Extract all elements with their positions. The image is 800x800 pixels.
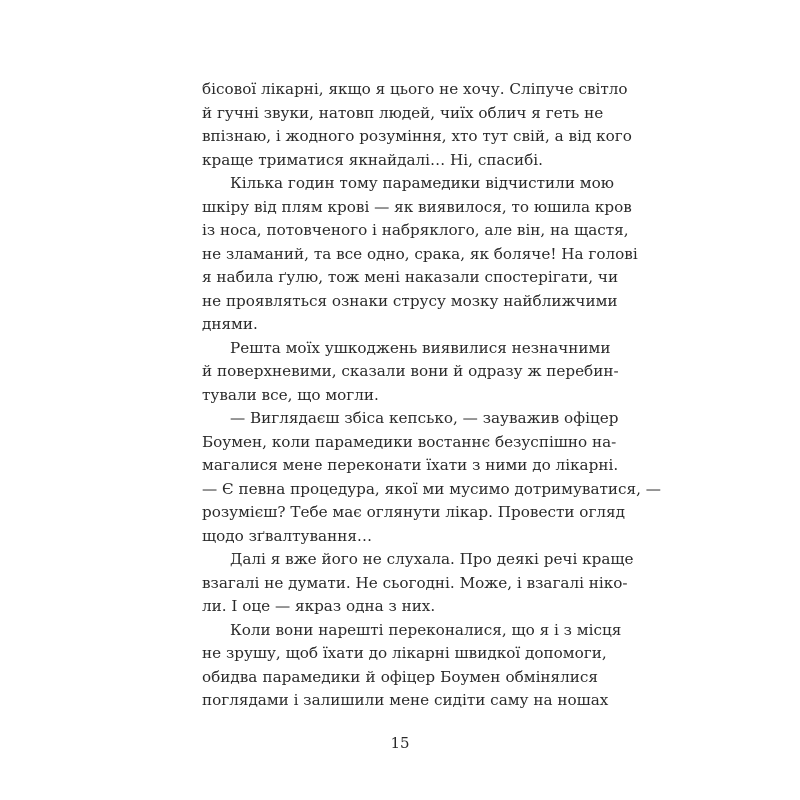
paragraph [202,78,632,172]
text-line: щодо зґвалтування… [202,526,373,545]
paragraph [202,548,634,619]
text-line: розумієш? Тебе має оглянути лікар. Провести огляд [202,503,625,521]
text-line: шкіру від плям крові — як виявилося, то юшила кров [202,197,632,216]
text-line: поглядами і залишили мене сидіти саму на ношах [202,691,609,709]
paragraph [202,337,619,408]
text-line: й гучні звуки, натовп людей, чиїх облич я геть не [202,103,604,122]
text-line: бісової лікарні, якщо я цього не хочу. Сліпуче світло [202,80,628,98]
text-line: не зламаний, та все одно, срака, як боляче! На голові [202,244,638,263]
text-line: не зрушу, щоб їхати до лікарні швидкої допомоги, [202,644,607,662]
text-line: днями. [202,315,258,333]
text-line: — Виглядаєш збіса кепсько, — зауважив офіцер [230,409,619,427]
text-line: тували все, що могли. [202,385,379,404]
paragraph [202,172,638,337]
text-line: — Є певна процедура, якої ми мусимо дотримуватися, — [202,479,661,498]
text-line: взагалі не думати. Не сьогодні. Може, і взагалі ніко- [202,573,628,592]
text-line: Далі я вже його не слухала. Про деякі речі краще [230,550,634,568]
text-line: магалися мене переконати їхати з ними до лікарні. [202,456,619,474]
text-line: Решта моїх ушкоджень виявилися незначними [230,338,611,357]
text-line: Кілька годин тому парамедики відчистили мою [230,174,614,192]
text-line: не проявляться ознаки струсу мозку найближчими [202,291,618,310]
text-line: я набила ґулю, тож мені наказали спостерігати, чи [202,268,619,286]
text-line: впізнаю, і жодного розуміння, хто тут свій, а від кого [202,127,632,145]
body-text [202,78,661,713]
page-number: 15 [390,734,410,752]
paragraph [202,619,622,713]
text-line: Боумен, коли парамедики востаннє безуспішно на- [202,432,617,451]
text-line: обидва парамедики й офіцер Боумен обмінялися [202,667,598,686]
text-line: із носа, потовченого і набряклого, але він, на щастя, [202,221,629,239]
text-line: Коли вони нарешті переконалися, що я і з місця [230,620,622,639]
text-line: ли. І оце — якраз одна з них. [202,597,436,615]
text-line: краще триматися якнайдалі… Ні, спасибі. [202,150,543,169]
paragraph [202,407,661,548]
text-line: й поверхневими, сказали вони й одразу ж перебин- [202,362,619,380]
